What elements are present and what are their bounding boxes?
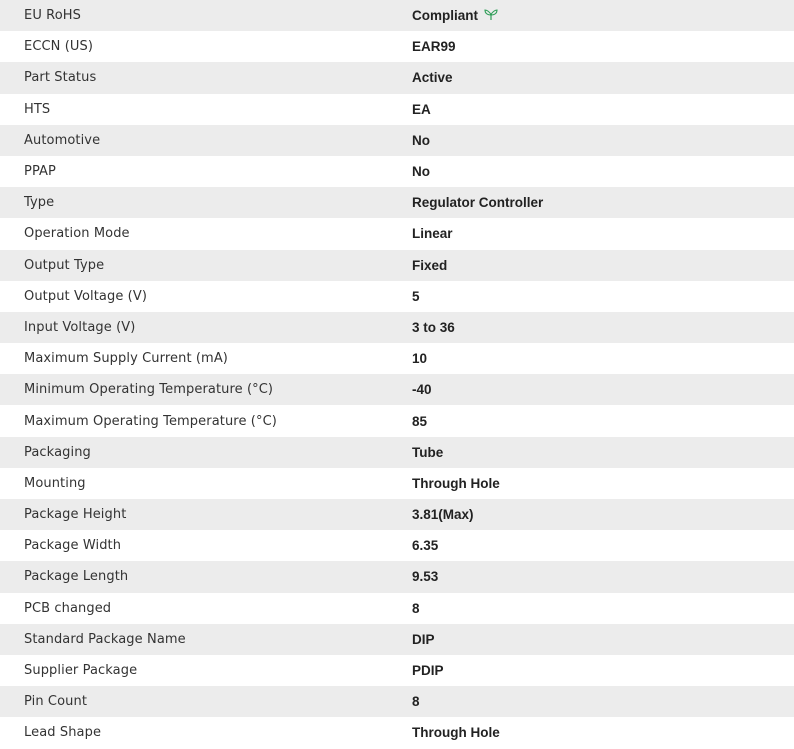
spec-row-ppap (0, 156, 794, 187)
spec-row-supplier-package (0, 655, 794, 686)
spec-value: 8 (412, 694, 420, 710)
spec-row-part-status (0, 62, 794, 93)
spec-label: Lead Shape (24, 725, 102, 741)
spec-label: Operation Mode (24, 226, 130, 242)
spec-value: Linear (412, 226, 453, 242)
spec-row-standard-package-name (0, 624, 794, 655)
spec-value: Through Hole (412, 475, 500, 491)
spec-value: Regulator Controller (412, 195, 544, 211)
spec-label: ECCN (US) (24, 39, 94, 55)
spec-value: PDIP (412, 663, 444, 679)
spec-value: Through Hole (412, 725, 500, 741)
spec-row-max-operating-temp (0, 405, 794, 436)
spec-row-max-supply-current (0, 343, 794, 374)
spec-value: Compliant (412, 8, 478, 24)
spec-value: DIP (412, 631, 435, 647)
spec-label: Supplier Package (24, 663, 138, 679)
spec-value: EAR99 (412, 39, 456, 55)
spec-value-cell (412, 0, 794, 31)
spec-value: No (412, 164, 430, 180)
spec-row-package-length (0, 561, 794, 592)
spec-label: Part Status (24, 70, 97, 86)
spec-value: No (412, 132, 430, 148)
spec-label: Package Width (24, 538, 122, 554)
spec-row-pcb-changed (0, 593, 794, 624)
spec-label: Type (24, 195, 55, 211)
spec-row-mounting (0, 468, 794, 499)
spec-value: 6.35 (412, 538, 439, 554)
spec-label: EU RoHS (24, 8, 81, 24)
spec-value: 8 (412, 600, 420, 616)
spec-value: 3 to 36 (412, 319, 455, 335)
spec-row-output-type (0, 250, 794, 281)
spec-value: 85 (412, 413, 428, 429)
spec-row-packaging (0, 437, 794, 468)
spec-label: Package Length (24, 569, 129, 585)
spec-value: Fixed (412, 257, 448, 273)
spec-row-automotive (0, 125, 794, 156)
spec-row-package-height (0, 499, 794, 530)
spec-label: Output Voltage (V) (24, 288, 148, 304)
spec-row-lead-shape (0, 717, 794, 748)
spec-label: HTS (24, 101, 51, 117)
spec-label: Maximum Supply Current (mA) (24, 351, 228, 367)
spec-label: Automotive (24, 132, 101, 148)
spec-label: Input Voltage (V) (24, 319, 136, 335)
spec-label: Packaging (24, 444, 91, 460)
spec-label: PPAP (24, 164, 56, 180)
spec-row-eu-rohs (0, 0, 794, 31)
spec-value: 5 (412, 288, 420, 304)
spec-value: 9.53 (412, 569, 439, 585)
spec-label: Pin Count (24, 694, 88, 710)
spec-label: Output Type (24, 257, 105, 273)
spec-row-output-voltage (0, 281, 794, 312)
spec-label: Package Height (24, 507, 127, 523)
spec-row-operation-mode (0, 218, 794, 249)
spec-row-hts (0, 94, 794, 125)
spec-label: Minimum Operating Temperature (°C) (24, 382, 274, 398)
spec-row-min-operating-temp (0, 374, 794, 405)
spec-value: Active (412, 70, 453, 86)
spec-label: Standard Package Name (24, 631, 186, 647)
spec-label: Mounting (24, 475, 86, 491)
spec-row-pin-count (0, 686, 794, 717)
spec-row-type (0, 187, 794, 218)
spec-value: 3.81(Max) (412, 507, 474, 523)
spec-label: Maximum Operating Temperature (°C) (24, 413, 277, 429)
spec-row-eccn (0, 31, 794, 62)
spec-row-input-voltage (0, 312, 794, 343)
spec-value: -40 (412, 382, 432, 398)
spec-label: PCB changed (24, 600, 112, 616)
spec-value: 10 (412, 351, 428, 367)
spec-value: Tube (412, 444, 444, 460)
spec-value: EA (412, 101, 431, 117)
leaf-icon (484, 9, 498, 21)
spec-row-package-width (0, 530, 794, 561)
